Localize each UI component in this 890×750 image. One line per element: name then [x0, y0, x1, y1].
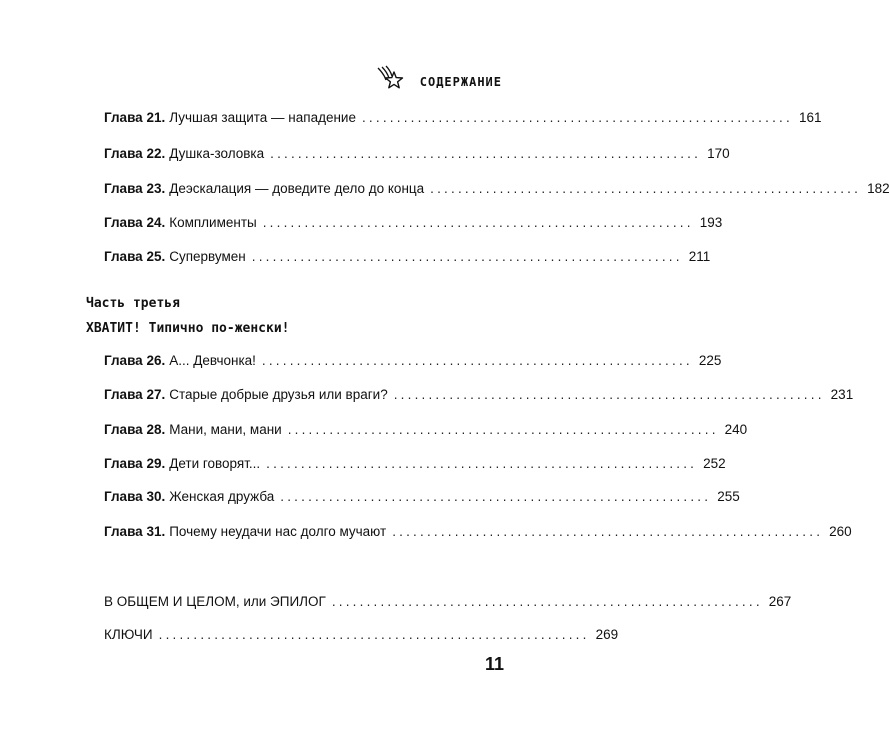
toc-entry[interactable] — [104, 594, 792, 614]
dot-leader: .............................................................. — [392, 524, 824, 539]
chapter-title: Душка-золовка — [169, 146, 265, 161]
dot-leader: .............................................................. — [430, 181, 862, 196]
page-ref: 269 — [595, 627, 619, 642]
chapter-number: Глава 22. — [104, 146, 166, 161]
toc-entry[interactable] — [104, 249, 711, 269]
page-ref: 211 — [688, 249, 711, 264]
dot-leader: .............................................................. — [361, 110, 793, 125]
section-title: СОДЕРЖАНИЕ — [419, 74, 502, 89]
page-ref: 193 — [699, 215, 723, 230]
page-ref: 182 — [867, 181, 890, 196]
chapter-number: Глава 31. — [104, 524, 166, 539]
chapter-number: Глава 23. — [104, 181, 166, 196]
page-ref: 255 — [717, 489, 740, 504]
chapter-title: Супервумен — [169, 249, 246, 264]
toc-entry[interactable] — [104, 387, 854, 407]
dot-leader: .............................................................. — [270, 146, 702, 161]
toc-entry[interactable] — [104, 524, 852, 544]
chapter-title: Деэскалация — доведите дело до конца — [169, 181, 425, 196]
toc-entry[interactable] — [104, 181, 890, 201]
page-ref: 161 — [798, 110, 822, 125]
page-ref: 231 — [830, 387, 854, 402]
page-ref: 252 — [703, 456, 726, 471]
toc-entry[interactable] — [104, 627, 619, 647]
chapter-title: Женская дружба — [169, 489, 275, 504]
chapter-number: Глава 25. — [104, 249, 166, 264]
star-icon — [376, 66, 406, 97]
page-ref: 225 — [698, 353, 722, 368]
dot-leader: .............................................................. — [393, 387, 825, 402]
running-header — [376, 66, 502, 97]
chapter-number: Глава 26. — [104, 353, 166, 368]
section-title: КЛЮЧИ — [104, 627, 153, 642]
dot-leader: .............................................................. — [251, 249, 683, 264]
page-ref: 267 — [768, 594, 792, 609]
toc-entry[interactable] — [104, 146, 730, 166]
chapter-number: Глава 30. — [104, 489, 166, 504]
chapter-title: Дети говорят... — [169, 456, 261, 471]
part-label: Часть третья — [86, 296, 180, 311]
page-number: 11 — [485, 654, 505, 674]
chapter-number: Глава 28. — [104, 422, 166, 437]
dot-leader: .............................................................. — [280, 489, 712, 504]
toc-entry[interactable] — [104, 110, 822, 130]
section-title: В ОБЩЕМ И ЦЕЛОМ, или ЭПИЛОГ — [104, 594, 326, 609]
chapter-title: Старые добрые друзья или враги? — [169, 387, 388, 402]
chapter-number: Глава 24. — [104, 215, 166, 230]
dot-leader: .............................................................. — [331, 594, 763, 609]
part-title: ХВАТИТ! Типично по-женски! — [86, 321, 290, 336]
chapter-number: Глава 27. — [104, 387, 166, 402]
chapter-title: А... Девчонка! — [169, 353, 256, 368]
chapter-number: Глава 21. — [104, 110, 166, 125]
dot-leader: .............................................................. — [262, 215, 694, 230]
toc-entry[interactable] — [104, 215, 723, 235]
toc-entry[interactable] — [104, 353, 722, 373]
chapter-title: Почему неудачи нас долго мучают — [169, 524, 387, 539]
dot-leader: .............................................................. — [266, 456, 698, 471]
toc-entry[interactable] — [104, 456, 726, 476]
chapter-title: Лучшая защита — нападение — [169, 110, 356, 125]
chapter-title: Мани, мани, мани — [169, 422, 282, 437]
chapter-title: Комплименты — [169, 215, 257, 230]
dot-leader: .............................................................. — [261, 353, 693, 368]
toc-entry[interactable] — [104, 422, 748, 442]
page-ref: 260 — [829, 524, 852, 539]
chapter-number: Глава 29. — [104, 456, 166, 471]
dot-leader: .............................................................. — [287, 422, 719, 437]
dot-leader: .............................................................. — [158, 627, 590, 642]
page-ref: 170 — [707, 146, 730, 161]
toc-entry[interactable] — [104, 489, 740, 509]
page-ref: 240 — [724, 422, 748, 437]
